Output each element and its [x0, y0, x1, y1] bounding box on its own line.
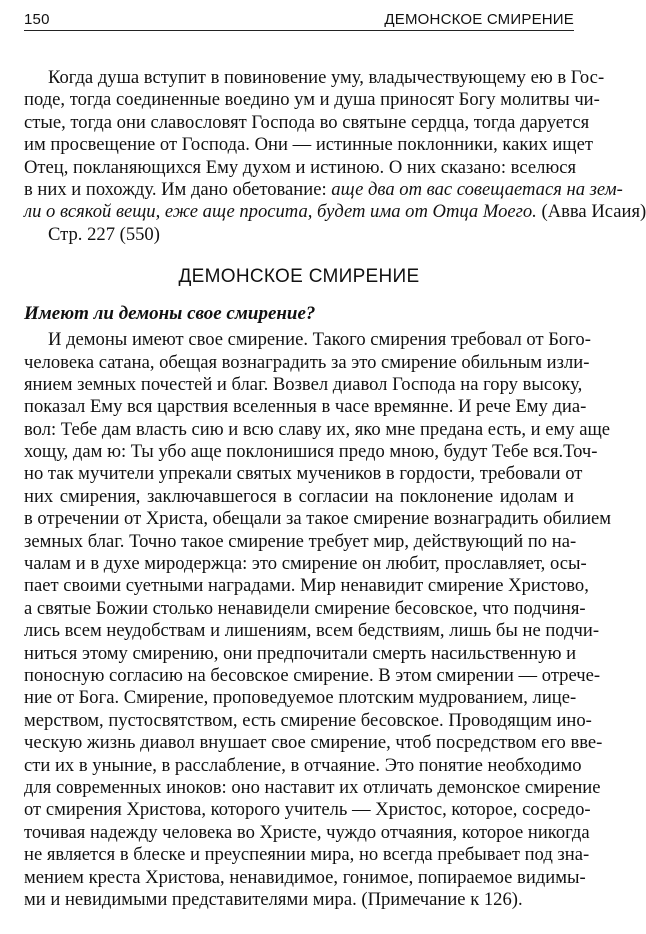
header-rule [24, 30, 574, 31]
text-line: лись всем неудобствам и лишениям, всем бедствиям, лишь бы не подчи- [24, 620, 600, 642]
passage-avva-isaiah [24, 67, 646, 246]
section-question: Имеют ли демоны свое смирение? [24, 303, 316, 325]
text-line: Когда душа вступит в повиновение уму, владычествующему ею в Гос- [48, 67, 605, 88]
text-line: земных благ. Точно такое смирение требует мир, действующий по на- [24, 530, 577, 552]
text-line: них смирения, заключавшегося в согласии на поклонение идолам и [24, 485, 574, 507]
text-line: для современных иноков: оно наставит их отличать демонское смирение [24, 776, 601, 798]
text-line: ми и невидимыми представителями мира. (Примечание к 126). [24, 888, 523, 910]
running-title: ДЕМОНСКОЕ СМИРЕНИЕ [384, 11, 574, 28]
text-line [24, 178, 623, 201]
text-line: поносную согласию на бесовское смирение. В этом смирении — отрече- [24, 664, 601, 686]
running-header [24, 0, 574, 28]
text-line: вол: Тебе дам власть сию и всю славу их, яко мне предана есть, и ему аще [24, 418, 611, 440]
text-line: янием земных почестей и благ. Возвел диавол Господа на гору высоку, [24, 373, 583, 395]
text-line: им просвещение от Господа. Они — истинные поклонники, каких ищет [24, 134, 593, 156]
text-fragment: в них и похожду. Им дано обетование: [24, 178, 327, 200]
text-line: чалам и в духе миродержца: это смирение он любит, прославляет, осы- [24, 553, 587, 575]
text-line: пает своими суетными наградами. Мир ненавидит смирение Христово, [24, 575, 589, 597]
text-line: человека сатана, обещая вознаградить за это смирение обильным изли- [24, 351, 590, 373]
text-line: ниться этому смирению, они предпочитали смерть насильственную и [24, 642, 577, 664]
text-line: показал Ему вся царствия вселенныя в часе времянне. И рече Ему диа- [24, 396, 587, 418]
text-line: от смирения Христова, которого учитель — Христос, которое, сосредо- [24, 799, 591, 821]
text-line: стые, тогда они славословят Господа во святыне сердца, тогда даруется [24, 111, 590, 133]
scripture-quote: аще два от вас совещаетася на зем- [331, 178, 623, 200]
attribution: (Авва Исаия) [541, 201, 646, 223]
text-line: точивая надежду человека во Христе, чуждо отчаяния, которое никогда [24, 821, 590, 843]
text-line: в отречении от Христа, обещали за такое смирение вознаградить обилием [24, 508, 612, 530]
page-number: 150 [24, 11, 50, 28]
section-heading: ДЕМОНСКОЕ СМИРЕНИЕ [178, 266, 420, 288]
text-line [24, 201, 646, 223]
text-line: ние от Бога. Смирение, проповедуемое плотским мудрованием, лице- [24, 687, 577, 709]
text-line: хощу, дам ю: Ты убо аще поклонишися предо мною, будут Тебе вся.Точ- [24, 441, 598, 463]
text-line: И демоны имеют свое смирение. Такого смирения требовал от Бого- [48, 329, 591, 351]
text-line: Отец, покланяющихся Ему духом и истиною. О них сказано: вселюся [24, 156, 577, 178]
scripture-quote: ли о всякой вещи, еже аще просита, будет има от Отца Моего. [24, 201, 537, 223]
answer-paragraph [24, 329, 612, 911]
text-line: не является в блеске и преуспеянии мира, но всегда пребывает под зна- [24, 844, 590, 866]
text-line: сти их в уныние, в расслабление, в отчаяние. Это понятие необходимо [24, 754, 582, 776]
text-line: ческую жизнь диавол внушает свое смирение, чтоб посредством его вве- [24, 732, 603, 754]
text-line: поде, тогда соединенные воедино ум и душа приносят Богу молитвы чи- [24, 89, 600, 111]
text-line: мением креста Христова, ненавидимое, гонимое, попираемое видимы- [24, 866, 586, 888]
text-line: мерством, пустосвятством, есть смирение бесовское. Проводящим ино- [24, 709, 592, 731]
page-reference: Стр. 227 (550) [48, 223, 160, 245]
text-line: но так мучители упрекали святых мучеников в гордости, требовали от [24, 463, 583, 485]
text-line: а святые Божии столько ненавидели смирение бесовское, что подчиня- [24, 597, 586, 619]
